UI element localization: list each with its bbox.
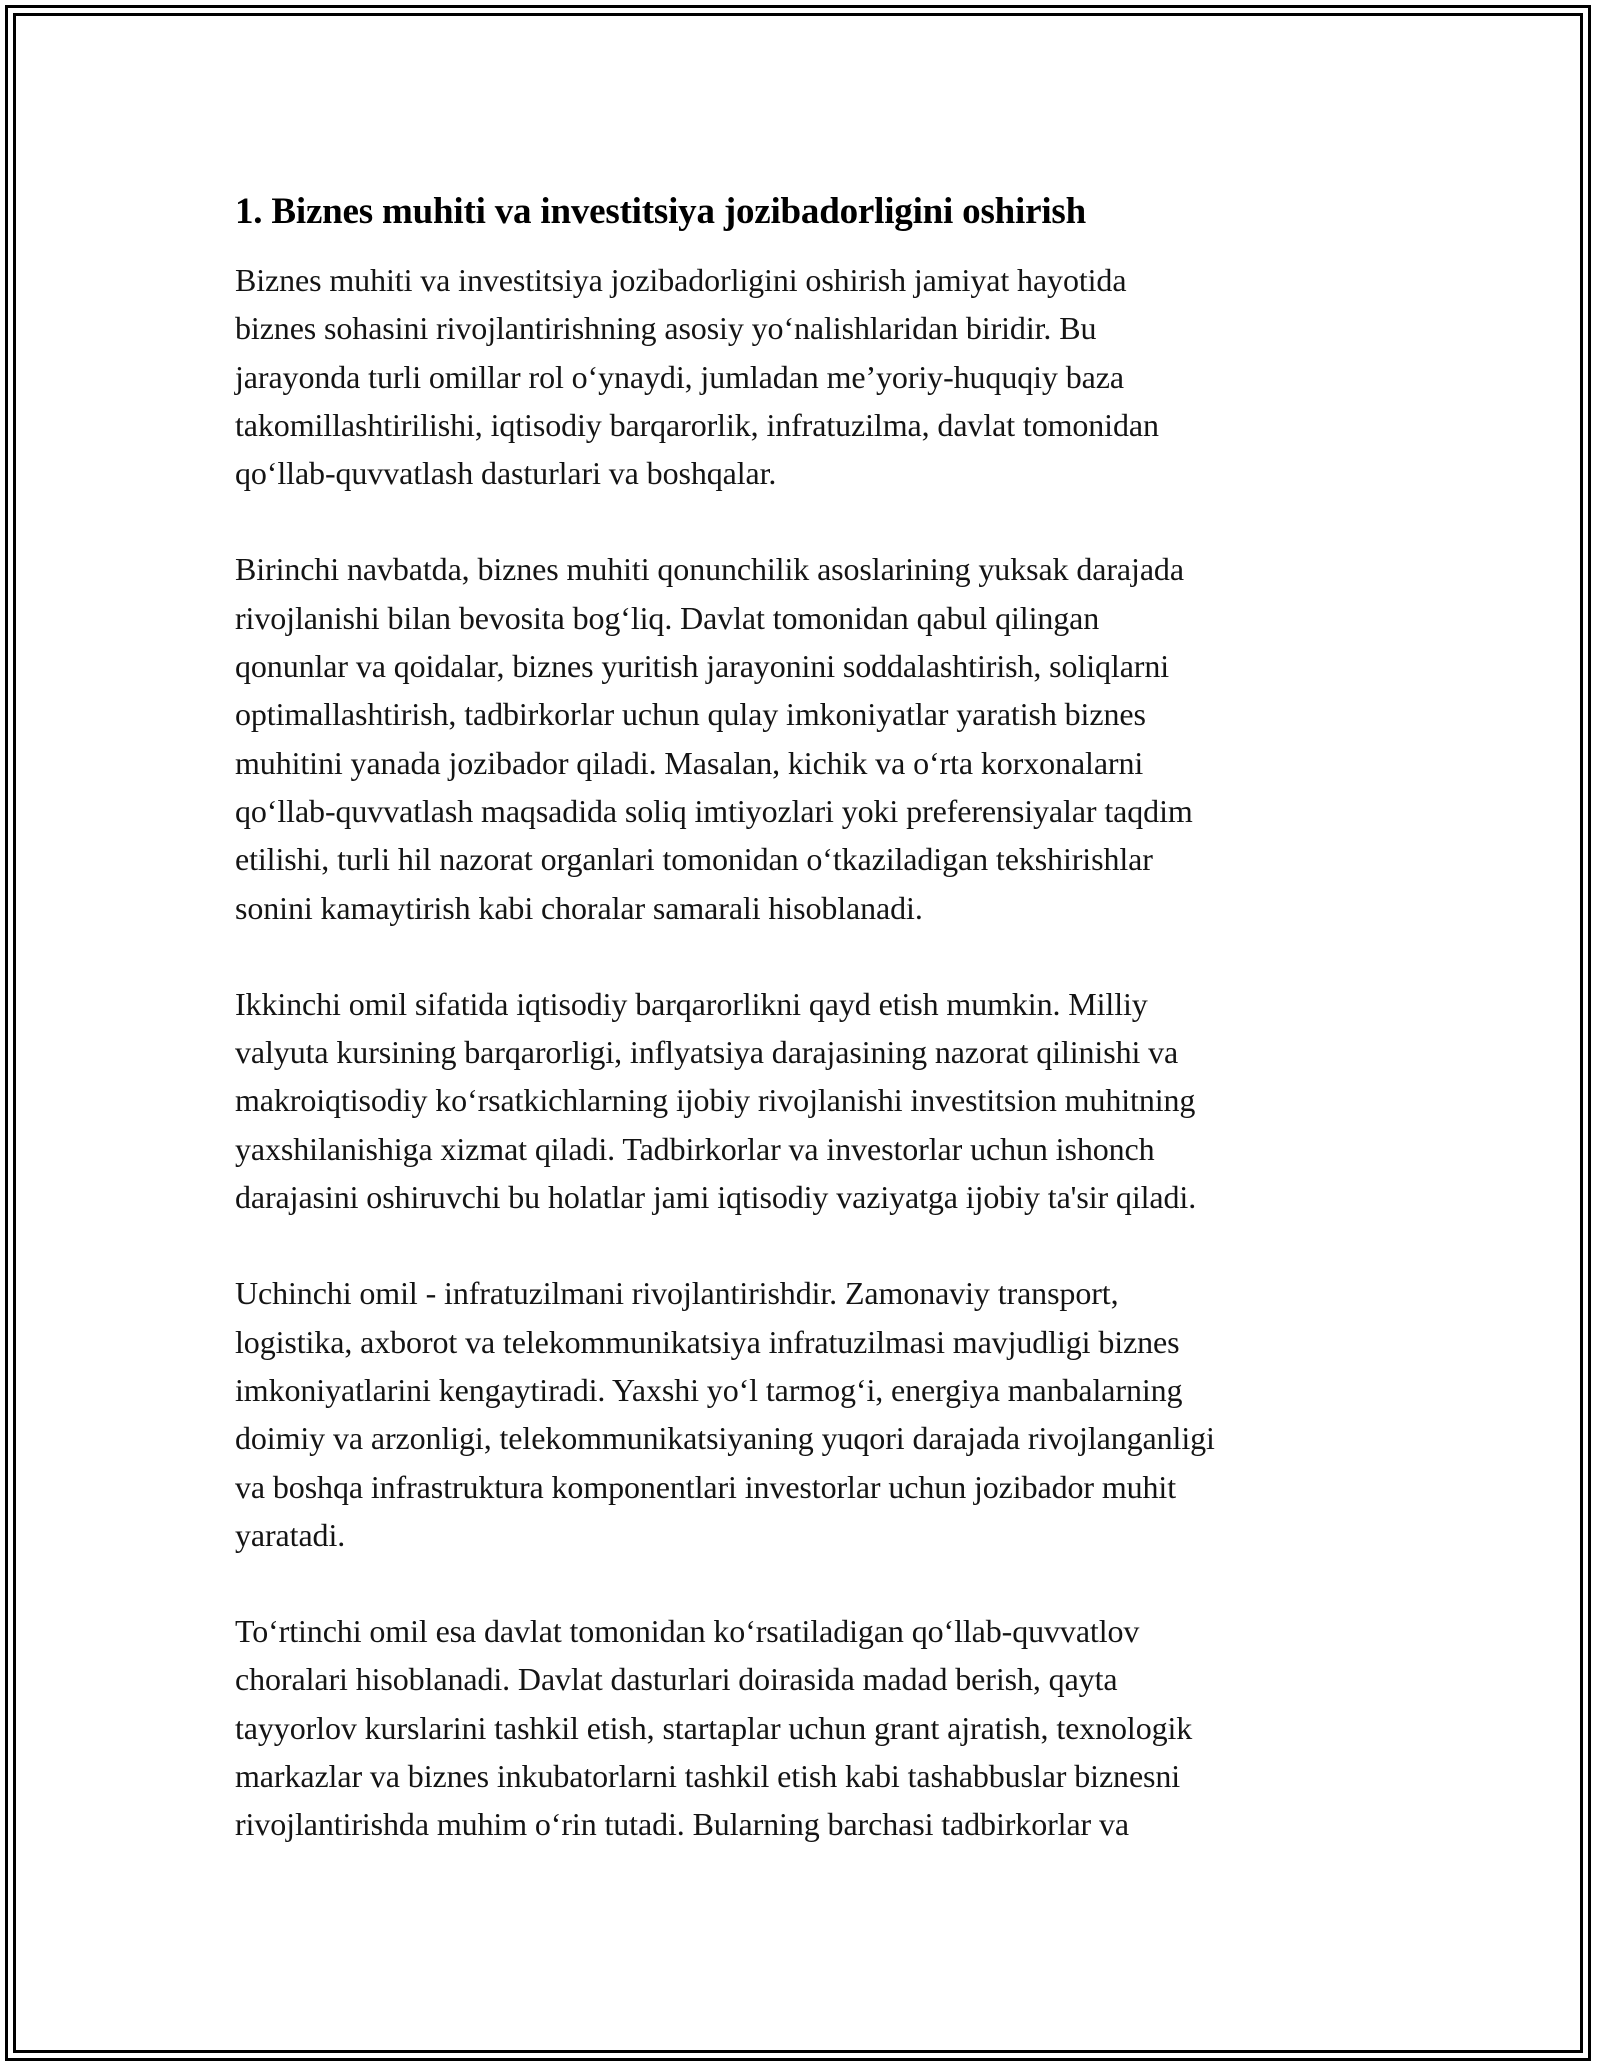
paragraph-third-factor: Uchinchi omil - infratuzilmani rivojlantirishdir. Zamonaviy transport, logistika, axborot va telekommunikatsiya infratuzilmasi mavjudligi biznes imkoniyatlarini kengaytiradi. Yaxshi yo‘l tarmog‘i, energiya manbalarning doimiy va arzonligi, telekommunikatsiyaning yuqori darajada rivojlanganligi va boshqa infrastruktura komponentlari investorlar uchun jozibador muhit yaratadi. <box>235 1275 1215 1553</box>
section-heading: 1. Biznes muhiti va investitsiya jozibadorligini oshirish <box>235 191 1087 232</box>
paragraph-second-factor: Ikkinchi omil sifatida iqtisodiy barqarorlikni qayd etish mumkin. Milliy valyuta kursining barqarorligi, inflyatsiya darajasining nazorat qilinishi va makroiqtisodiy ko‘rsatkichlarning ijobiy rivojlanishi investitsion muhitning yaxshilanishiga xizmat qiladi. Tadbirkorlar va investorlar uchun ishonch darajasini oshiruvchi bu holatlar jami iqtisodiy vaziyatga ijobiy ta'sir qiladi. <box>235 985 1197 1216</box>
paragraph-fourth-factor: To‘rtinchi omil esa davlat tomonidan ko‘rsatiladigan qo‘llab-quvvatlov choralari hisoblanadi. Davlat dasturlari doirasida madad berish, qayta tayyorlov kurslarini tashkil etish, startaplar uchun grant ajratish, texnologik markazlar va biznes inkubatorlarni tashkil etish kabi tashabbuslar biznesni rivojlantirishda muhim o‘rin tutadi. Bularning barchasi tadbirkorlar va <box>235 1613 1193 1843</box>
paragraph-intro: Biznes muhiti va investitsiya jozibadorligini oshirish jamiyat hayotida biznes sohasini rivojlantirishning asosiy yo‘nalishlaridan biridir. Bu jarayonda turli omillar rol o‘ynaydi, jumladan me’yoriy-huquqiy baza takomillashtirilishi, iqtisodiy barqarorlik, infratuzilma, davlat tomonidan qo‘llab-quvvatlash dasturlari va boshqalar. <box>235 262 1159 492</box>
paragraph-first-factor: Birinchi navbatda, biznes muhiti qonunchilik asoslarining yuksak darajada rivojlanishi bilan bevosita bog‘liq. Davlat tomonidan qabul qilingan qonunlar va qoidalar, biznes yuritish jarayonini soddalashtirish, soliqlarni optimallashtirish, tadbirkorlar uchun qulay imkoniyatlar yaratish biznes muhitini yanada jozibador qiladi. Masalan, kichik va o‘rta korxonalarni qo‘llab-quvvatlash maqsadida soliq imtiyozlari yoki preferensiyalar taqdim etilishi, turli hil nazorat organlari tomonidan o‘tkaziladigan tekshirishlar sonini kamaytirish kabi choralar samarali hisoblanadi. <box>235 551 1193 926</box>
document-body <box>235 186 1375 1897</box>
